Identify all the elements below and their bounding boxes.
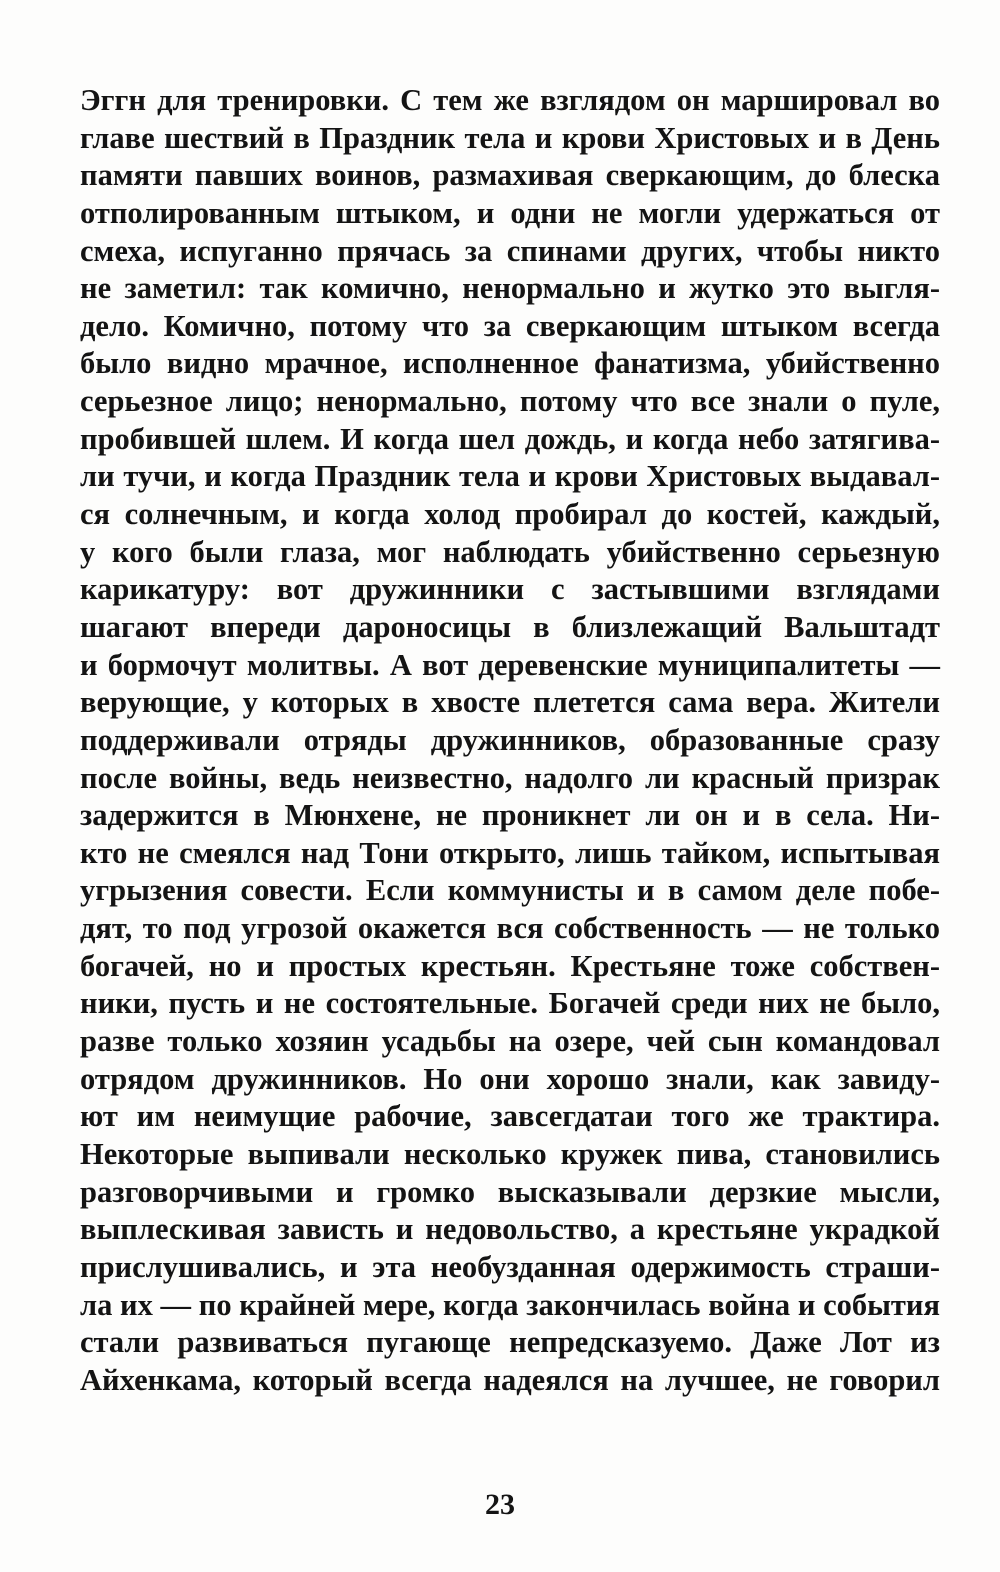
text-line: у кого были глаза, мог наблюдать убийственно серьезную [80,534,940,569]
body-text [80,82,940,1399]
text-line: ли тучи, и когда Праздник тела и крови Христовых выдавал- [80,459,940,494]
text-line: смеха, испуганно прячась за спинами других, чтобы никто [80,233,940,268]
text-line: после войны, ведь неизвестно, надолго ли красный призрак [80,760,940,795]
text-line: выплескивая зависть и недовольство, а крестьяне украдкой [80,1212,940,1247]
text-line: дело. Комично, потому что за сверкающим штыком всегда [80,308,940,343]
text-line: было видно мрачное, исполненное фанатизма, убийственно [80,346,940,381]
text-line: поддерживали отряды дружинников, образованные сразу [80,722,940,757]
text-line: стали развиваться пугающе непредсказуемо. Даже Лот из [80,1325,940,1360]
text-line: разве только хозяин усадьбы на озере, чей сын командовал [80,1024,940,1059]
text-line: и бормочут молитвы. А вот деревенские муниципалитеты — [80,647,940,682]
text-line: Эггн для тренировки. С тем же взглядом он маршировал во [80,83,940,117]
text-line: Айхенкама, который всегда надеялся на лучшее, не говорил [80,1362,940,1397]
text-line: серьезное лицо; ненормально, потому что все знали о пуле, [80,384,940,419]
text-line: разговорчивыми и громко высказывали дерзкие мысли, [80,1174,940,1209]
text-line: не заметил: так комично, ненормально и жутко это выгля- [80,271,940,306]
text-line: верующие, у которых в хвосте плетется сама вера. Жители [80,685,940,720]
text-line: отрядом дружинников. Но они хорошо знали, как завиду- [80,1061,940,1096]
text-line: ники, пусть и не состоятельные. Богачей среди них не было, [80,986,940,1021]
text-line: богачей, но и простых крестьян. Крестьяне тоже собствен- [80,948,940,983]
text-line: ся солнечным, и когда холод пробирал до костей, каждый, [80,497,940,532]
text-line: прислушивались, и эта необузданная одержимость страши- [80,1249,940,1284]
text-line: задержится в Мюнхене, не проникнет ли он и в села. Ни- [80,798,940,833]
text-line: шагают впереди дароносицы в близлежащий Вальштадт [80,609,940,644]
text-line: ла их — по крайней мере, когда закончилась война и события [80,1287,940,1322]
page-number: 23 [485,1488,515,1521]
text-line: пробившей шлем. И когда шел дождь, и когда небо затягива- [80,421,940,456]
text-line: кто не смеялся над Тони открыто, лишь тайком, испытывая [80,835,940,870]
text-line: карикатуру: вот дружинники с застывшими взглядами [80,572,940,607]
text-line: отполированным штыком, и одни не могли удержаться от [80,195,940,230]
text-line: ют им неимущие рабочие, завсегдатаи того же трактира. [80,1099,940,1134]
text-line: памяти павших воинов, размахивая сверкающим, до блеска [80,158,940,193]
text-line: дят, то под угрозой окажется вся собственность — не только [80,911,940,946]
text-line: главе шествий в Праздник тела и крови Христовых и в День [80,120,940,155]
text-line: Некоторые выпивали несколько кружек пива, становились [80,1136,940,1171]
text-line: угрызения совести. Если коммунисты и в самом деле побе- [80,873,940,908]
